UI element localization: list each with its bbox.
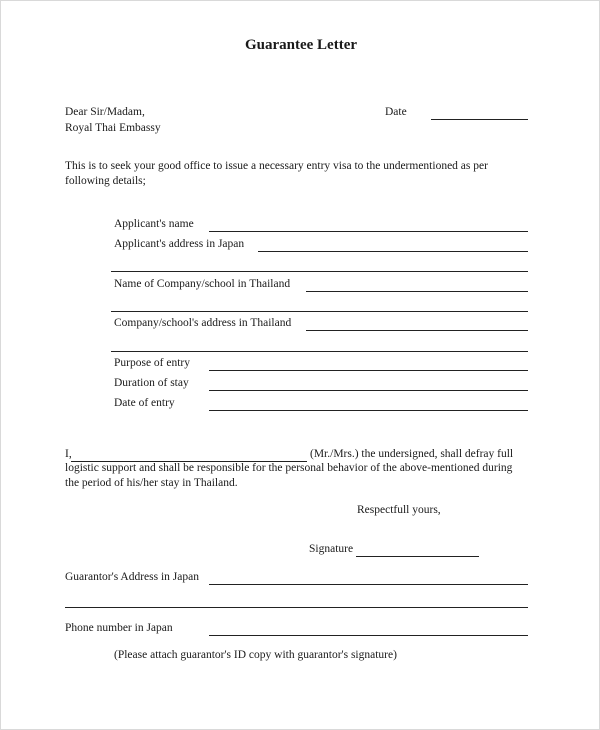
company-address-field[interactable] (306, 314, 528, 331)
purpose-label: Purpose of entry (114, 357, 191, 369)
intro-line-1: This is to seek your good office to issue a necessary entry visa to the undermentioned as per (65, 160, 488, 172)
company-address-field-2[interactable] (111, 335, 528, 352)
salutation: Dear Sir/Madam, (65, 106, 145, 118)
applicant-address-field[interactable] (258, 235, 528, 252)
company-name-field[interactable] (306, 275, 528, 292)
company-name-field-2[interactable] (111, 295, 528, 312)
phone-field[interactable] (209, 619, 528, 636)
phone-label: Phone number in Japan (65, 622, 173, 634)
undertaking-line-2: logistic support and shall be responsible for the personal behavior of the above-mentioned during (65, 462, 513, 474)
duration-field[interactable] (209, 374, 528, 391)
applicant-address-label: Applicant's address in Japan (114, 238, 245, 250)
undertaking-line-3: the period of his/her stay in Thailand. (65, 477, 238, 489)
date-label: Date (385, 106, 407, 118)
date-of-entry-label: Date of entry (114, 397, 175, 409)
intro-line-2: following details; (65, 175, 146, 187)
applicant-address-field-2[interactable] (111, 255, 528, 272)
company-address-label: Company/school's address in Thailand (114, 317, 292, 329)
undertaking-prefix: I, (65, 448, 72, 460)
signature-field[interactable] (356, 540, 479, 557)
closing: Respectfull yours, (357, 504, 441, 516)
guarantor-address-field[interactable] (209, 568, 528, 585)
date-of-entry-field[interactable] (209, 394, 528, 411)
purpose-field[interactable] (209, 354, 528, 371)
page-title: Guarantee Letter (244, 37, 358, 53)
undertaking-line-1: (Mr./Mrs.) the undersigned, shall defray full (310, 448, 514, 460)
guarantor-name-field[interactable] (71, 445, 307, 462)
guarantor-address-field-2[interactable] (65, 591, 528, 608)
guarantor-address-label: Guarantor's Address in Japan (65, 571, 199, 583)
attachment-note: (Please attach guarantor's ID copy with guarantor's signature) (114, 649, 397, 661)
duration-label: Duration of stay (114, 377, 189, 389)
addressee: Royal Thai Embassy (65, 122, 161, 134)
applicant-name-label: Applicant's name (114, 218, 194, 230)
company-name-label: Name of Company/school in Thailand (114, 278, 291, 290)
applicant-name-field[interactable] (209, 215, 528, 232)
signature-label: Signature (309, 543, 354, 555)
date-field[interactable] (431, 103, 528, 120)
